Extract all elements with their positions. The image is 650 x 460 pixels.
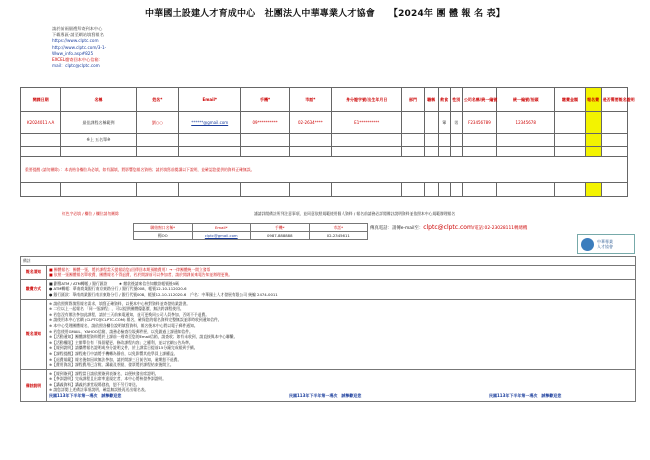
- section-line: ※【講義資料】講義於課堂現場發放，恕不另行寄送。: [49, 381, 140, 387]
- table-cell[interactable]: [179, 183, 241, 197]
- table-cell[interactable]: [424, 112, 438, 134]
- info-block: [52, 26, 172, 69]
- table-cell[interactable]: [585, 112, 601, 134]
- section-body: [47, 279, 636, 299]
- table-cell[interactable]: [585, 134, 601, 147]
- table-cell[interactable]: [450, 147, 462, 157]
- section-line: ■ 依照一張團體報名單收費，團體報名不得退費，若於開課前可以參加者，請於開課前來電告知並辦理更換。: [49, 272, 233, 278]
- association-logo: [577, 234, 635, 254]
- contact-name-field[interactable]: 楊OO: [134, 232, 193, 240]
- warning-note: 重要提醒 (請勿刪除) ：本表格各欄位為必填，如有漏填，將影響您報名資格；請於填寫前閱讀以下說明，並確認您提供的資料正確無誤。: [21, 157, 628, 183]
- notes-section: [21, 299, 636, 369]
- table-cell[interactable]: [424, 147, 438, 157]
- submit-lead: 傳真電話：請傳e-mail至：: [370, 226, 424, 231]
- header-cell: 繳費金額: [555, 88, 585, 112]
- signature-right: 民國113年下半年第一場次 誠摯歡迎您: [489, 393, 562, 399]
- table-cell[interactable]: [585, 147, 601, 157]
- privacy-note: 謹請詳閱備註所列注意事項，並同意依照規範使用個人資料 / 報名前請務必詳閱備註說明資料並依照本中心規範辦理報名: [254, 211, 456, 216]
- table-cell[interactable]: [555, 147, 585, 157]
- notes-table: [20, 256, 636, 402]
- table-cell[interactable]: [450, 183, 462, 197]
- table-cell[interactable]: [136, 147, 178, 157]
- table-cell[interactable]: 09**********: [241, 112, 289, 134]
- table-cell[interactable]: 12345678: [497, 112, 555, 134]
- header-cell: 部門: [402, 88, 424, 112]
- contact-table: [133, 223, 368, 240]
- table-row: [21, 147, 628, 157]
- table-cell[interactable]: [438, 134, 450, 147]
- table-cell[interactable]: [601, 134, 627, 147]
- notes-section: [21, 369, 636, 401]
- section-line: ※ 本中心受理團體報名，請依照各欄位說明填寫資料，報名後本中心將以電子郵件通知。: [49, 322, 198, 328]
- notes-section: [21, 265, 636, 279]
- section-line: ※ 請使用本中心官網 (CLPTC@CLPTC.COM) 報名，確保您的報名資料完整無誤並即時收到通知信件。: [49, 317, 222, 323]
- table-cell[interactable]: [289, 147, 331, 157]
- contact-header: 聯絡窗口名稱*: [134, 224, 193, 232]
- table-row: [21, 134, 628, 147]
- contact-header: 手機*: [251, 224, 310, 232]
- contact-mobile-field[interactable]: 0987-888888: [251, 232, 310, 240]
- section-line: ※【活動通知】團體課程資料將於上課前一週寄至您的Email信箱，請查收；如有未收到，請直接與本中心聯繫。: [49, 334, 238, 340]
- contact-value-row: [134, 232, 368, 240]
- notes-section: [21, 279, 636, 299]
- contact-header: 市話*: [309, 224, 368, 232]
- table-cell[interactable]: [450, 134, 462, 147]
- contact-header: Email*: [192, 224, 251, 232]
- info-line: 請於前兩個禮拜寄到本中心: [52, 26, 103, 31]
- table-cell[interactable]: [21, 183, 61, 197]
- section-line: ※【課程提醒】課程進行中請將手機轉為靜音，以免影響其他學員上課權益。: [49, 350, 178, 356]
- table-cell[interactable]: [241, 134, 289, 147]
- section-line: ※【退費規範】報名後如因故無法參加，請於開課三日前告知，逾期恕不退費。: [49, 356, 182, 362]
- logo-text: [597, 239, 613, 249]
- header-cell: 市話*: [289, 88, 331, 112]
- section-line: ※【活動權限】主辦單位有「保留變更、修改課程內容」之權利，並以官網公告為準。: [49, 339, 193, 345]
- table-cell[interactable]: [241, 183, 289, 197]
- signature-mid: 民國113年下半年第一場次 誠摯歡迎您: [289, 393, 362, 399]
- section-line: ※【報到簽到】課程當日請依照簽到表簽名，以便核發出席證明。: [49, 370, 159, 376]
- signature-row: [49, 393, 633, 400]
- section-line: ※ 請您詳閱上述備註事項說明，確認無誤後再送出報名表。: [49, 387, 149, 393]
- table-cell[interactable]: [585, 183, 601, 197]
- contact-phone-field[interactable]: 02-2345611: [309, 232, 368, 240]
- table-cell[interactable]: [438, 147, 450, 157]
- section-body: [47, 369, 636, 401]
- table-row: [21, 183, 628, 197]
- table-cell[interactable]: [438, 183, 450, 197]
- info-link[interactable]: https://www.clptc.com: [52, 38, 99, 44]
- table-cell[interactable]: 最佳課程名稱範例: [61, 112, 136, 134]
- signature-left: 民國113年下半年第一場次 誠摯歡迎您: [49, 393, 122, 399]
- table-cell[interactable]: [21, 147, 61, 157]
- table-cell[interactable]: [555, 183, 585, 197]
- table-cell[interactable]: E1**********: [331, 112, 401, 134]
- submit-phone: /電話:02-23028111轉總機: [472, 226, 528, 231]
- table-cell[interactable]: [402, 134, 424, 147]
- table-header-row: [21, 88, 628, 112]
- section-line: ※ 二位以上一起報名 「同一張課程」，可以提供團體優惠價，無法跨課程使用。: [49, 306, 184, 312]
- table-cell[interactable]: [289, 134, 331, 147]
- table-cell[interactable]: 男: [450, 112, 462, 134]
- header-cell: 開課日期: [21, 88, 61, 112]
- info-mail[interactable]: mail：clptc@clptc.com: [52, 63, 100, 69]
- contact-header-row: [134, 224, 368, 232]
- notes-head-row: [21, 257, 636, 266]
- section-line: ※ 若您使用GMAIL、YAHOO信箱，請務必檢查垃圾郵件匣，以免錯過上課通知信件。: [49, 328, 193, 334]
- table-cell[interactable]: F23456789: [462, 112, 496, 134]
- table-cell[interactable]: ******@gmail.com: [179, 112, 241, 134]
- section-line: ■ 劃撥ATM / ATM轉帳 / 銀行匯款 ★ 繳款後請來信告知繳款帳號後5碼: [49, 280, 179, 286]
- table-cell[interactable]: [424, 134, 438, 147]
- table-cell: ※上 五名單※: [61, 134, 136, 147]
- table-cell[interactable]: 葷: [438, 112, 450, 134]
- notes-heading: 備註: [21, 257, 636, 266]
- section-line: ※【報到說明】請攜帶報名證明或身分證明文件，於上課當日提前15分鐘完成報到手續。: [49, 345, 198, 351]
- submit-instruction: [370, 224, 527, 231]
- table-cell[interactable]: [331, 147, 401, 157]
- table-cell[interactable]: [61, 147, 136, 157]
- section-label: 繳費方式: [21, 279, 47, 299]
- table-cell[interactable]: [61, 183, 136, 197]
- logo-emblem-icon: [581, 238, 594, 251]
- header-cell: 飲食: [438, 88, 450, 112]
- info-line: EXCEL檔寄回本中心信箱：: [52, 57, 103, 63]
- table-cell[interactable]: [136, 134, 178, 147]
- header-cell: Email*: [179, 88, 241, 112]
- table-cell[interactable]: 劉○○: [136, 112, 178, 134]
- submit-email[interactable]: clptc@clptc.com: [423, 224, 473, 231]
- table-cell[interactable]: [555, 112, 585, 134]
- table-cell[interactable]: [21, 134, 61, 147]
- registration-table: [20, 87, 635, 197]
- table-cell[interactable]: [402, 112, 424, 134]
- section-label: 報名須知: [21, 265, 47, 279]
- section-body: [47, 299, 636, 369]
- section-line: ※ 若您沒有辦法參加此課程，請於三天前來電通知，並可更換同公司人員參加，否則不予退費。: [49, 311, 210, 317]
- info-link[interactable]: http://www.clptc.com/3-1-: [52, 44, 107, 50]
- table-cell[interactable]: [136, 183, 178, 197]
- table-warning-row: [21, 157, 628, 183]
- table-cell[interactable]: [601, 112, 627, 134]
- header-cell: 身分證字號/出生年月日: [331, 88, 401, 112]
- table-cell[interactable]: 02-2634****: [289, 112, 331, 134]
- table-cell[interactable]: [241, 147, 289, 157]
- header-cell: 是否需要報名證明: [601, 88, 627, 112]
- section-line: ■ 團體報名：團體一張，將於課程當天提報給您(回傳回本期預繳費用）→一律團體統一開立發票: [49, 266, 211, 272]
- required-field-note: 紅色字必填 / 欄位 / 欄位請勿刪除: [62, 211, 119, 216]
- table-cell[interactable]: [555, 134, 585, 147]
- table-cell[interactable]: [289, 183, 331, 197]
- table-cell[interactable]: [331, 134, 401, 147]
- section-body: [47, 265, 636, 279]
- header-cell: 名稱: [61, 88, 136, 112]
- section-line: ● ATM轉帳：華南商業銀行南京東路分行 / 銀行代號008，帳號12-10-112020-6: [49, 286, 187, 292]
- table-cell[interactable]: [497, 147, 555, 157]
- table-cell[interactable]: [601, 147, 627, 157]
- section-line: ● 銀行匯款：華南商業銀行南京東路分行 / 銀行代號008，帳號12-10-112020-6 戶名：中華國土人才發展有限公司 統編 2474-0011: [49, 291, 278, 297]
- header-cell: 公司名稱/統一編號: [462, 88, 496, 112]
- logo-text-line: 人才協會: [597, 244, 613, 249]
- table-cell[interactable]: [331, 183, 401, 197]
- table-cell[interactable]: [462, 183, 496, 197]
- section-label: 報名須知: [21, 299, 47, 369]
- table-cell[interactable]: [179, 134, 241, 147]
- contact-email-field[interactable]: clptc@gmail.com: [192, 232, 251, 240]
- table-cell[interactable]: K2024011ＡA: [21, 112, 61, 134]
- section-line: ※【參訓證明】完成課程且出席率達規定者，本中心將核發參訓證明。: [49, 376, 167, 382]
- section-line: ※ 請依照實際填寫報名需求，填寫正確資料，以便本中心核對資料並寄發結業證書。: [49, 300, 191, 306]
- table-cell[interactable]: [497, 183, 555, 197]
- header-cell: 報名費: [585, 88, 601, 112]
- table-cell[interactable]: [179, 147, 241, 157]
- table-cell[interactable]: [424, 183, 438, 197]
- header-cell: 手機*: [241, 88, 289, 112]
- info-line: 下載專區-請至網站填寫報名: [52, 32, 104, 38]
- table-cell[interactable]: [462, 147, 496, 157]
- section-line: ※【費用資訊】課程費用已含稅、講義及茶點，發票將於課程結束後開立。: [49, 362, 174, 368]
- page-title: 中華國土設建人才育成中心 社團法人中華專業人才協會 【2024年 團 體 報 名 表】: [144, 9, 506, 19]
- table-cell[interactable]: [601, 183, 627, 197]
- info-link[interactable]: Www_info.asp#825: [52, 50, 94, 56]
- table-cell[interactable]: [462, 134, 496, 147]
- section-label: 備註說明: [21, 369, 47, 401]
- header-cell: 姓名*: [136, 88, 178, 112]
- table-cell[interactable]: [402, 183, 424, 197]
- table-cell[interactable]: [497, 134, 555, 147]
- table-cell[interactable]: [402, 147, 424, 157]
- header-cell: 統一編號/抬頭: [497, 88, 555, 112]
- logo-text-line: 中華專業: [597, 239, 613, 244]
- header-cell: 職稱: [424, 88, 438, 112]
- header-cell: 性別: [450, 88, 462, 112]
- table-row: [21, 112, 628, 134]
